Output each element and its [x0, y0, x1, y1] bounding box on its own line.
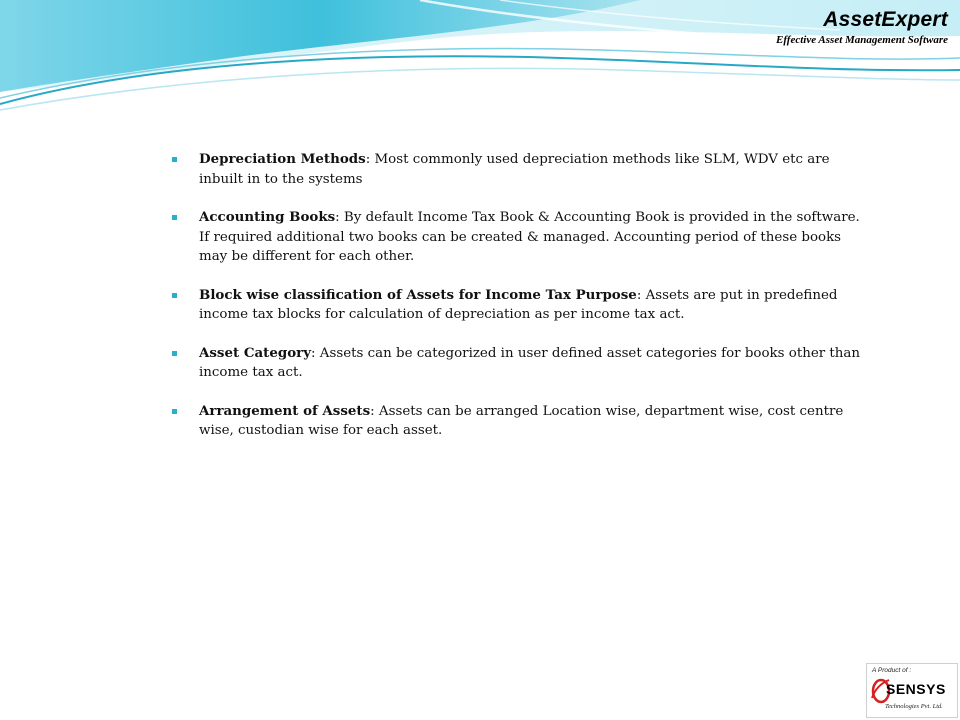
vendor-caption: A Product of : — [872, 667, 912, 674]
square-bullet-icon — [172, 293, 177, 298]
feature-list — [172, 150, 862, 460]
bullet-text: : Most commonly used depreciation methods like SLM, WDV etc are inbuilt in to the systems — [199, 152, 830, 187]
square-bullet-icon — [172, 157, 177, 162]
list-item — [172, 402, 862, 441]
vendor-subtitle: Technologies Pvt. Ltd. — [885, 703, 943, 710]
bullet-term: Block wise classification of Assets for Income Tax Purpose — [199, 286, 637, 303]
bullet-text: : By default Income Tax Book & Accounting Book is provided in the software. If required additional two books can be created & managed. Accounting period of these books may be different for each other. — [199, 210, 860, 264]
bullet-term: Depreciation Methods — [199, 151, 366, 167]
brand-block — [776, 8, 948, 46]
list-item — [172, 286, 862, 325]
square-bullet-icon — [172, 215, 177, 220]
bullet-text: : Assets can be arranged Location wise, department wise, cost centre wise, custodian wise for each asset. — [199, 403, 844, 438]
square-bullet-icon — [172, 351, 177, 356]
vendor-name: SENSYS — [886, 681, 946, 697]
bullet-term: Asset Category — [199, 344, 312, 361]
list-item — [172, 150, 862, 189]
list-item — [172, 344, 862, 383]
list-item — [172, 208, 862, 267]
vendor-logo — [866, 663, 958, 718]
bullet-term: Accounting Books — [199, 209, 336, 225]
bullet-text: : Assets are put in predefined income tax blocks for calculation of depreciation as per income tax act. — [199, 287, 838, 322]
brand-tagline: Effective Asset Management Software — [775, 34, 948, 46]
square-bullet-icon — [172, 409, 177, 414]
bullet-text: : Assets can be categorized in user defined asset categories for books other than income tax act. — [199, 345, 861, 380]
bullet-term: Arrangement of Assets — [199, 402, 371, 419]
brand-title: AssetExpert — [823, 8, 948, 31]
